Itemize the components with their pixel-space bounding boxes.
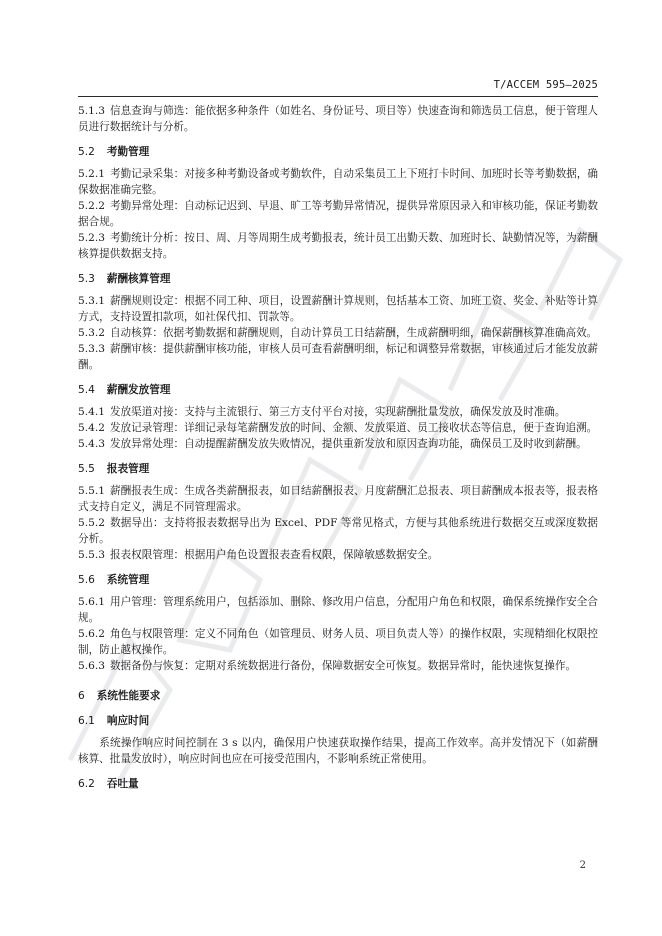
heading-6-1: 6.1 响应时间 bbox=[78, 715, 150, 727]
heading-5-4: 5.4 薪酬发放管理 bbox=[78, 384, 171, 396]
header-rule bbox=[78, 96, 598, 97]
clause-5-5-1: 5.5.1 薪酬报表生成：生成各类薪酬报表，如日结薪酬报表、月度薪酬汇总报表、项目薪酬成本报表等，报表格式支持自定义，满足不同管理需求。 bbox=[78, 485, 598, 513]
clause-5-2-2: 5.2.2 考勤异常处理：自动标记迟到、早退、旷工等考勤异常情况，提供异常原因录入和审核功能，保证考勤数据合规。 bbox=[78, 200, 598, 228]
clause-5-4-2: 5.4.2 发放记录管理：详细记录每笔薪酬发放的时间、金额、发放渠道、员工接收状态等信息，便于查询追溯。 bbox=[78, 422, 598, 434]
page-number: 2 bbox=[579, 860, 586, 871]
clause-5-6-1: 5.6.1 用户管理：管理系统用户，包括添加、删除、修改用户信息，分配用户角色和权限，确保系统操作安全合规。 bbox=[78, 596, 598, 624]
clause-5-1-3: 5.1.3 信息查询与筛选：能依据多种条件（如姓名、身份证号、项目等）快速查询和筛选员工信息，便于管理人员进行数据统计与分析。 bbox=[78, 105, 598, 133]
document-code: T/ACCEM 595—2025 bbox=[493, 79, 598, 91]
clause-5-5-3: 5.5.3 报表权限管理：根据用户角色设置报表查看权限，保障敏感数据安全。 bbox=[78, 549, 439, 561]
clause-5-4-1: 5.4.1 发放渠道对接：支持与主流银行、第三方支付平台对接，实现薪酬批量发放，确保发放及时准确。 bbox=[78, 406, 566, 418]
clause-5-3-2: 5.3.2 自动核算：依据考勤数据和薪酬规则，自动计算员工日结薪酬，生成薪酬明细，确保薪酬核算准确高效。 bbox=[78, 327, 598, 339]
clause-5-6-3: 5.6.3 数据备份与恢复：定期对系统数据进行备份，保障数据安全可恢复。数据异常时，能快速恢复操作。 bbox=[78, 660, 577, 672]
heading-5-6: 5.6 系统管理 bbox=[78, 574, 150, 586]
heading-5-2: 5.2 考勤管理 bbox=[78, 146, 150, 158]
heading-6: 6 系统性能要求 bbox=[78, 690, 161, 702]
clause-5-3-1: 5.3.1 薪酬规则设定：根据不同工种、项目，设置薪酬计算规则，包括基本工资、加班工资、奖金、补贴等计算方式，支持设置扣款项，如社保代扣、罚款等。 bbox=[78, 295, 598, 323]
clause-5-3-3: 5.3.3 薪酬审核：提供薪酬审核功能，审核人员可查看薪酬明细，标记和调整异常数据，审核通过后才能发放薪酬。 bbox=[78, 343, 598, 371]
clause-5-2-1: 5.2.1 考勤记录采集：对接多种考勤设备或考勤软件，自动采集员工上下班打卡时间、加班时长等考勤数据，确保数据准确完整。 bbox=[78, 168, 598, 196]
heading-5-5: 5.5 报表管理 bbox=[78, 463, 150, 475]
clause-6-1-body: 系统操作响应时间控制在 3 s 以内，确保用户快速获取操作结果，提高工作效率。高并发情况下（如薪酬核算、批量发放时），响应时间也应在可接受范围内，不影响系统正常使用。 bbox=[78, 737, 598, 765]
heading-6-2: 6.2 吞吐量 bbox=[78, 778, 139, 790]
clause-5-2-3: 5.2.3 考勤统计分析：按日、周、月等周期生成考勤报表，统计员工出勤天数、加班时长、缺勤情况等，为薪酬核算提供数据支持。 bbox=[78, 232, 598, 260]
clause-5-5-2: 5.5.2 数据导出：支持将报表数据导出为 Excel、PDF 等常见格式，方便与其他系统进行数据交互或深度数据分析。 bbox=[78, 517, 598, 545]
clause-5-4-3: 5.4.3 发放异常处理：自动提醒薪酬发放失败情况，提供重新发放和原因查询功能，确保员工及时收到薪酬。 bbox=[78, 438, 587, 450]
document-body bbox=[78, 103, 598, 798]
heading-5-3: 5.3 薪酬核算管理 bbox=[78, 273, 171, 285]
clause-5-6-2: 5.6.2 角色与权限管理：定义不同角色（如管理员、财务人员、项目负责人等）的操作权限，实现精细化权限控制，防止越权操作。 bbox=[78, 628, 598, 656]
